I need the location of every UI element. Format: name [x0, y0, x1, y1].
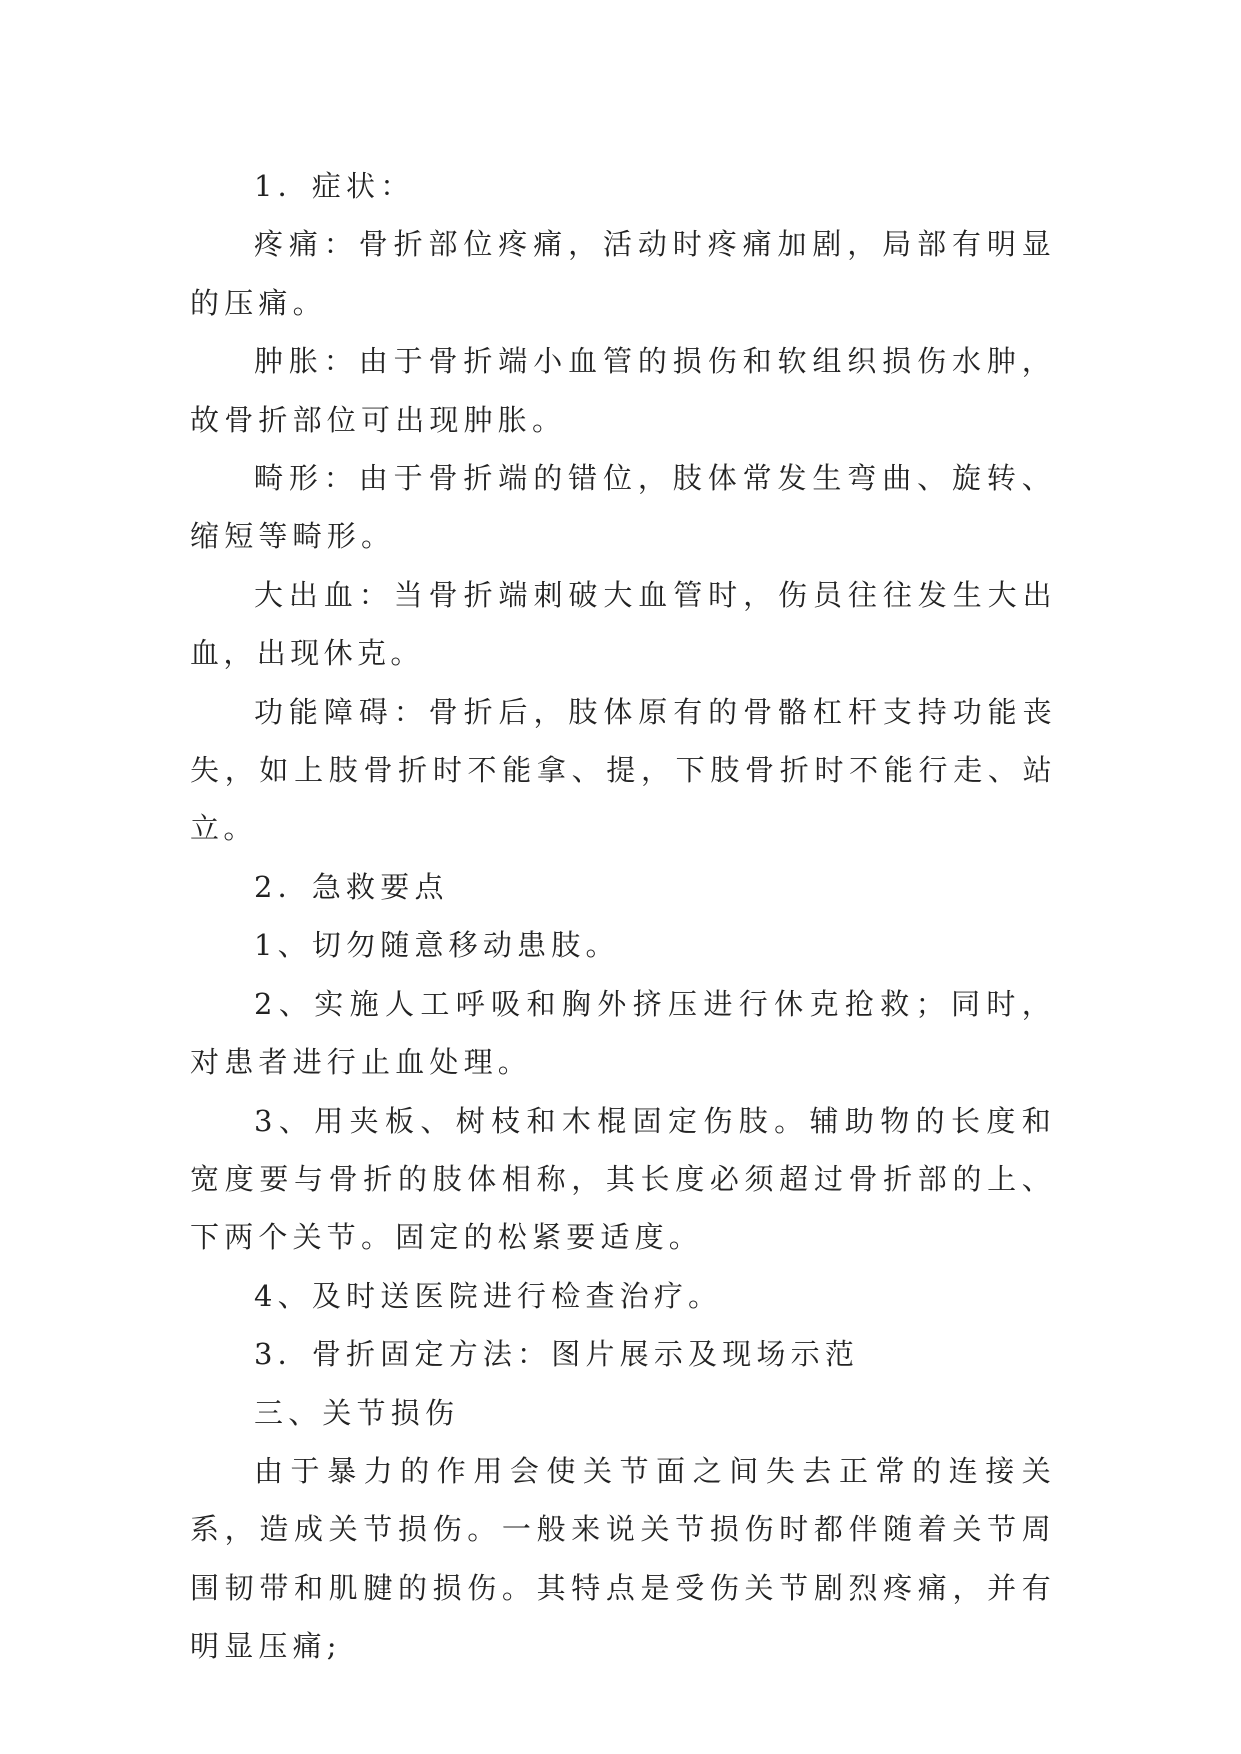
list-item-3: 3、用夹板、树枝和木棍固定伤肢。辅助物的长度和宽度要与骨折的肢体相称，其长度必须超过骨折部的上、下两个关节。固定的松紧要适度。 — [190, 1103, 1056, 1255]
list-item-4: 4、及时送医院进行检查治疗。 — [254, 1278, 723, 1313]
document-body — [190, 157, 1056, 1676]
chapter-heading-joint-injury: 三、关节损伤 — [254, 1395, 460, 1430]
section-heading-symptoms: 1．症状： — [254, 169, 415, 203]
list-item-1: 1、切勿随意移动患肢。 — [254, 928, 620, 963]
list-item-2: 2、实施人工呼吸和胸外挤压进行休克抢救；同时，对患者进行止血处理。 — [190, 986, 1056, 1080]
paragraph-joint-injury: 由于暴力的作用会使关节面之间失去正常的连接关系，造成关节损伤。一般来说关节损伤时都伴随着关节周围韧带和肌腱的损伤。其特点是受伤关节剧烈疼痛，并有明显压痛; — [190, 1453, 1056, 1664]
paragraph-bleeding: 大出血：当骨折端刺破大血管时，伤员往往发生大出血，出现休克。 — [190, 577, 1056, 671]
section-heading-first-aid: 2．急救要点 — [254, 869, 449, 904]
paragraph-deformity: 畸形：由于骨折端的错位，肢体常发生弯曲、旋转、缩短等畸形。 — [190, 461, 1056, 554]
section-heading-fixation: 3．骨折固定方法：图片展示及现场示范 — [254, 1337, 860, 1372]
paragraph-dysfunction: 功能障碍：骨折后，肢体原有的骨骼杠杆支持功能丧失，如上肢骨折时不能拿、提，下肢骨折时不能行走、站立。 — [190, 694, 1056, 846]
paragraph-pain: 疼痛：骨折部位疼痛，活动时疼痛加剧，局部有明显的压痛。 — [190, 227, 1056, 320]
paragraph-swelling: 肿胀：由于骨折端小血管的损伤和软组织损伤水肿，故骨折部位可出现肿胀。 — [190, 344, 1056, 437]
